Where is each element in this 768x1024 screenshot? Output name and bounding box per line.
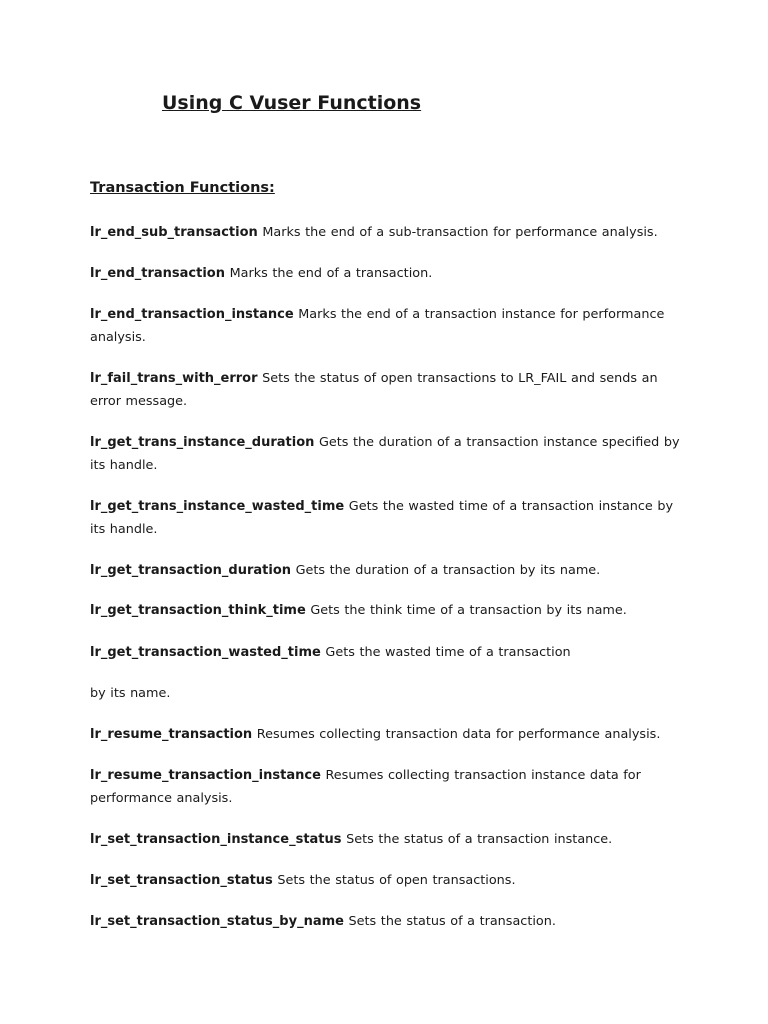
- function-description: Gets the wasted time of a transaction: [325, 645, 571, 660]
- function-entry: [90, 869, 690, 892]
- function-name: lr_get_trans_instance_wasted_time: [90, 499, 345, 514]
- function-entry: [90, 559, 690, 582]
- function-entry: [90, 367, 690, 413]
- function-description: Marks the end of a transaction.: [229, 266, 433, 281]
- function-description: Sets the status of a transaction instance.: [346, 832, 613, 847]
- page-title: Using C Vuser Functions: [162, 92, 422, 114]
- function-description: Gets the duration of a transaction instance specified by its handle.: [90, 435, 680, 473]
- function-name: lr_resume_transaction: [90, 727, 253, 742]
- function-description: Marks the end of a sub-transaction for performance analysis.: [262, 225, 658, 240]
- function-name: lr_get_transaction_wasted_time: [90, 645, 321, 660]
- function-name: lr_end_sub_transaction: [90, 225, 258, 240]
- function-entry: [90, 641, 690, 664]
- function-name: lr_resume_transaction_instance: [90, 768, 321, 783]
- function-description: by its name.: [90, 686, 171, 701]
- function-entry: [90, 303, 690, 349]
- function-entry: [90, 495, 690, 541]
- function-entry: [90, 262, 690, 285]
- function-description: Sets the status of a transaction.: [348, 914, 556, 929]
- function-description: Sets the status of open transactions.: [277, 873, 516, 888]
- function-name: lr_end_transaction_instance: [90, 307, 294, 322]
- function-entry: [90, 910, 690, 933]
- function-entry: [90, 221, 690, 244]
- function-entry: [90, 431, 690, 477]
- function-name: lr_get_transaction_duration: [90, 563, 292, 578]
- function-name: lr_set_transaction_instance_status: [90, 832, 342, 847]
- function-description: Gets the wasted time of a transaction instance by its handle.: [90, 499, 674, 537]
- function-description: Gets the think time of a transaction by its name.: [310, 603, 627, 618]
- function-entry: [90, 599, 690, 622]
- function-description: Gets the duration of a transaction by its name.: [295, 563, 601, 578]
- function-name: lr_end_transaction: [90, 266, 225, 281]
- function-name: lr_fail_trans_with_error: [90, 371, 258, 386]
- function-description: Resumes collecting transaction instance data for performance analysis.: [90, 768, 641, 806]
- function-entry: [90, 828, 690, 851]
- function-name: lr_set_transaction_status_by_name: [90, 914, 344, 929]
- function-name: lr_set_transaction_status: [90, 873, 273, 888]
- function-name: lr_get_trans_instance_duration: [90, 435, 315, 450]
- section-heading: Transaction Functions:: [90, 180, 275, 196]
- function-entry: [90, 764, 690, 810]
- function-entry-continuation: [90, 682, 690, 705]
- function-description: Resumes collecting transaction data for performance analysis.: [256, 727, 661, 742]
- function-entry: [90, 723, 690, 746]
- function-name: lr_get_transaction_think_time: [90, 603, 306, 618]
- function-description: Sets the status of open transactions to LR_FAIL and sends an error message.: [90, 371, 658, 409]
- function-description: Marks the end of a transaction instance for performance analysis.: [90, 307, 665, 345]
